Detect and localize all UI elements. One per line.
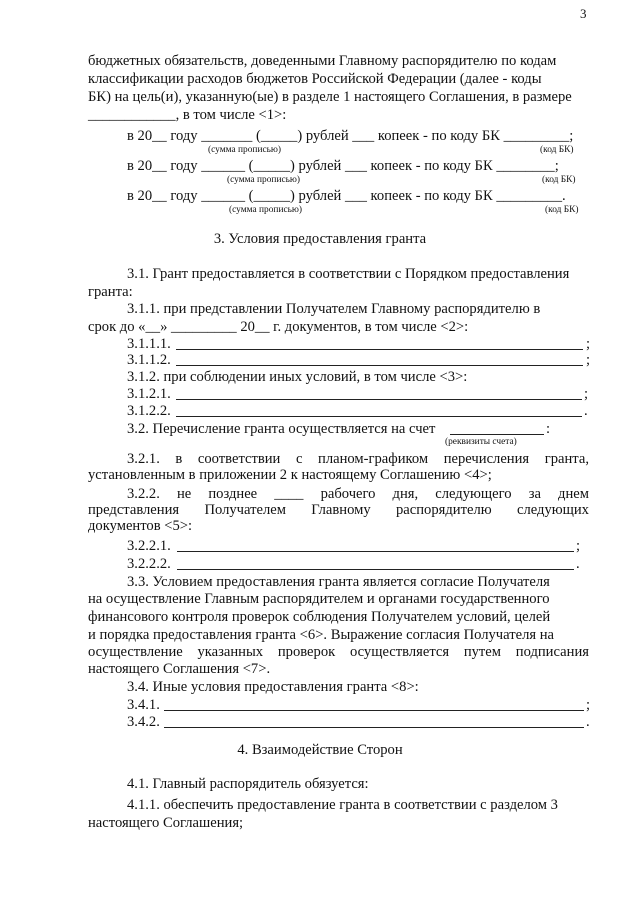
item-3-1-1-2: 3.1.1.2. [127, 352, 171, 368]
s3-1-line-2: гранта: [88, 284, 133, 300]
s4-1-1-line-1: 4.1.1. обеспечить предоставление гранта в соответствии с разделом 3 [127, 797, 558, 813]
code-note-3: (код БК) [545, 205, 579, 215]
s3-1-line-1: 3.1. Грант предоставляется в соответствии с Порядком предоставления [127, 266, 570, 282]
s3-2-2-line-2: представления Получателем Главному распорядителю следующих [88, 502, 589, 518]
item-3-4-1: 3.4.1. [127, 697, 160, 713]
s3-2-2-line-3: документов <5>: [88, 518, 193, 534]
year-line-2: в 20__ году ______ (_____) рублей ___ копеек - по коду БК ________; [127, 158, 559, 174]
s3-3-line-4: и порядка предоставления гранта <6>. Выражение согласия Получателя на [88, 627, 555, 643]
fill-line [176, 349, 583, 350]
item-3-2-2-2: 3.2.2.2. [127, 556, 171, 572]
s3-3-line-1: 3.3. Условием предоставления гранта является согласие Получателя [127, 574, 550, 590]
fill-line [164, 710, 584, 711]
s3-3-line-2: на осуществление Главным распорядителем и органами государственного [88, 591, 550, 607]
item-3-1-2-1-end: ; [584, 386, 589, 402]
s3-1-2-line: 3.1.2. при соблюдении иных условий, в том числе <3>: [127, 369, 468, 385]
item-3-1-2-2: 3.1.2.2. [127, 403, 171, 419]
intro-line-4-text: , в том числе <1>: [175, 107, 287, 123]
sum-note-1: (сумма прописью) [208, 145, 282, 155]
item-3-1-2-2-end: . [584, 403, 588, 419]
code-note-1: (код БК) [540, 145, 574, 155]
s3-1-1-line-2: срок до «__» _________ 20__ г. документов, в том числе <2>: [88, 319, 469, 335]
code-note-2: (код БК) [542, 175, 576, 185]
item-3-2-2-1: 3.2.2.1. [127, 538, 171, 554]
fill-line [177, 551, 574, 552]
sum-note-3: (сумма прописью) [229, 205, 303, 215]
item-3-1-1-1-end: ; [586, 336, 591, 352]
item-3-1-1-2-end: ; [586, 352, 591, 368]
intro-line-4 [88, 107, 286, 124]
fill-line [164, 727, 584, 728]
amount-blank: ____________ [88, 107, 176, 123]
s3-2-end: : [546, 421, 551, 437]
intro-line-3: БК) на цель(и), указанную(ые) в разделе 1 настоящего Соглашения, в размере [88, 89, 572, 105]
section-4-title: 4. Взаимодействие Сторон [237, 742, 403, 758]
item-3-2-2-1-end: ; [576, 538, 581, 554]
item-3-1-2-1: 3.1.2.1. [127, 386, 171, 402]
item-3-4-1-end: ; [586, 697, 591, 713]
s3-2-1-line-2: установленным в приложении 2 к настоящему Соглашению <4>; [88, 467, 492, 483]
fill-line [176, 416, 582, 417]
intro-line-2: классификации расходов бюджетов Российской Федерации (далее - коды [88, 71, 542, 87]
item-3-1-1-1: 3.1.1.1. [127, 336, 171, 352]
item-3-4-2-end: . [586, 714, 590, 730]
s3-3-line-5: осуществление указанных проверок осуществляется путем подписания [88, 644, 589, 660]
year-line-1: в 20__ году _______ (_____) рублей ___ копеек - по коду БК _________; [127, 128, 574, 144]
item-3-4-2: 3.4.2. [127, 714, 160, 730]
s3-2-1-line-1: 3.2.1. в соответствии с планом-графиком перечисления гранта, [127, 451, 589, 467]
s3-3-line-6: настоящего Соглашения <7>. [88, 661, 271, 677]
fill-line [176, 365, 583, 366]
account-fill-line [450, 434, 544, 435]
s3-2-2-line-1: 3.2.2. не позднее ____ рабочего дня, следующего за днем [127, 486, 589, 502]
s3-1-1-line-1: 3.1.1. при представлении Получателем Главному распорядителю в [127, 301, 541, 317]
sum-note-2: (сумма прописью) [227, 175, 301, 185]
s3-4-line: 3.4. Иные условия предоставления гранта <8>: [127, 679, 419, 695]
fill-line [176, 399, 582, 400]
fill-line [177, 569, 574, 570]
s4-1-line: 4.1. Главный распорядитель обязуется: [127, 776, 369, 792]
page-number: 3 [580, 6, 587, 21]
intro-line-1: бюджетных обязательств, доведенными Главному распорядителю по кодам [88, 53, 557, 69]
section-3-title: 3. Условия предоставления гранта [213, 231, 427, 247]
s4-1-1-line-2: настоящего Соглашения; [88, 815, 244, 831]
item-3-2-2-2-end: . [576, 556, 580, 572]
s3-3-line-3: финансового контроля проверок соблюдения Получателем условий, целей [88, 609, 551, 625]
s3-2-line: 3.2. Перечисление гранта осуществляется на счет [127, 421, 436, 437]
account-note: (реквизиты счета) [445, 437, 517, 447]
year-line-3: в 20__ году ______ (_____) рублей ___ копеек - по коду БК _________. [127, 188, 566, 204]
